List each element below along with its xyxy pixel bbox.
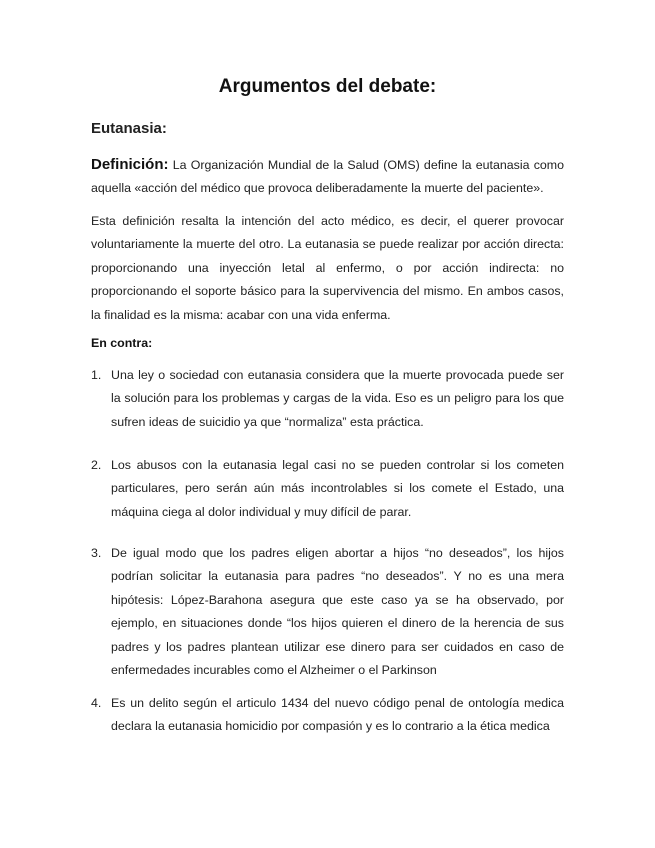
list-item — [91, 542, 564, 682]
list-item — [91, 454, 564, 524]
section-heading: Eutanasia: — [91, 120, 167, 137]
list-item-text: Una ley o sociedad con eutanasia considera que la muerte provocada puede ser la solución para los problemas y cargas de la vida. Eso es un peligro para los que sufren ideas de suicidio ya que “normaliza” esta práctica. — [111, 368, 564, 429]
list-item-text: Los abusos con la eutanasia legal casi no se pueden controlar si los cometen particulares, pero serán aún más incontrolables si los comete el Estado, una máquina ciega al dolor individual y muy difícil de parar. — [111, 458, 564, 519]
list-item-text: De igual modo que los padres eligen abortar a hijos “no deseados”, los hijos podrían solicitar la eutanasia para padres “no deseados”. Y no es una mera hipótesis: López-Barahona asegura que este caso ya se ha observado, por ejemplo, en situaciones donde “los hijos quieren el dinero de la herencia de sus padres y los padres plantean utilizar ese dinero para ser cuidados en caso de enfermedades incurables como el Alzheimer o el Parkinson — [111, 546, 564, 678]
list-item — [91, 364, 564, 434]
against-heading: En contra: — [91, 336, 153, 350]
page-title: Argumentos del debate: — [218, 76, 437, 97]
list-item-number: 3. — [91, 546, 102, 560]
list-item-number: 2. — [91, 458, 102, 472]
definition-label: Definición: — [91, 156, 169, 173]
list-item-text: Es un delito según el articulo 1434 del nuevo código penal de ontología medica declara la eutanasia homicidio por compasión y es lo contrario a la ética medica — [111, 696, 564, 734]
body-paragraph: Esta definición resalta la intención del acto médico, es decir, el querer provocar voluntariamente la muerte del otro. La eutanasia se puede realizar por acción directa: proporcionando una inyección letal al enfermo, o por acción indirecta: no proporcionando el soporte básico para la supervivencia del mismo. En ambos casos, la finalidad es la misma: acabar con una vida enferma. — [91, 214, 564, 322]
list-item — [91, 692, 564, 739]
list-item-number: 4. — [91, 696, 102, 710]
definition-text: La Organización Mundial de la Salud (OMS) define la eutanasia como aquella «acción del médico que provoca deliberadamente la muerte del paciente». — [91, 158, 564, 196]
list-item-number: 1. — [91, 368, 102, 382]
definition-paragraph — [91, 153, 564, 201]
